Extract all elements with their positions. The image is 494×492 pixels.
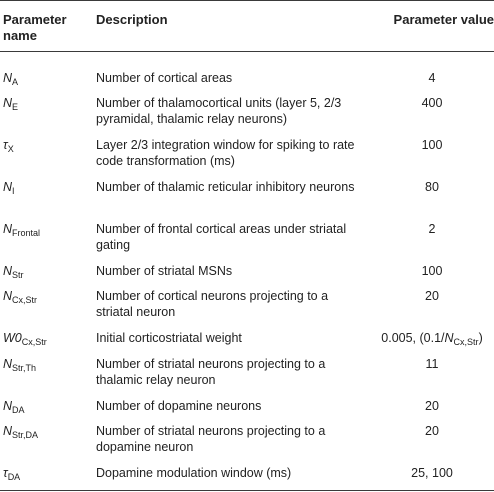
param-value: 400: [421, 96, 443, 110]
header-parameter-value: Parameter value: [393, 12, 494, 27]
param-value: 20: [425, 399, 439, 413]
param-value: 80: [425, 180, 439, 194]
header-description: Description: [96, 12, 168, 27]
param-value: 20: [425, 289, 439, 303]
param-description: Number of cortical areas: [96, 71, 233, 85]
param-value: 4: [428, 71, 436, 85]
table-header: [0, 0, 494, 51]
header-rule: [0, 51, 494, 52]
param-value: 2: [428, 222, 436, 236]
param-symbol: $N_{DA}$: [3, 399, 25, 415]
param-symbol: $N_{Str,DA}$: [3, 424, 39, 440]
param-symbol: $\tau_X$: [3, 138, 14, 154]
param-description: Initial corticostriatal weight: [96, 331, 242, 345]
param-symbol: $N_I$: [3, 180, 15, 196]
param-description: Number of striatal neurons projecting to a thalamic relay neuron: [96, 357, 326, 387]
param-description: Number of dopamine neurons: [96, 399, 262, 413]
param-symbol: $N_{Str,Th}$: [3, 357, 37, 373]
header-parameter-name: Parameter name: [3, 12, 67, 43]
param-description: Layer 2/3 integration window for spiking to rate code transformation (ms): [96, 138, 355, 168]
param-symbol: $N_A$: [3, 71, 19, 87]
param-description: Number of thalamic reticular inhibitory neurons: [96, 180, 355, 194]
param-description: Number of striatal MSNs: [96, 264, 233, 278]
param-symbol: $\tau_{DA}$: [3, 466, 21, 482]
param-description: Number of frontal cortical areas under striatal gating: [96, 222, 347, 252]
param-description: Dopamine modulation window (ms): [96, 466, 292, 480]
param-description: Number of thalamocortical units (layer 5, 2/3 pyramidal, thalamic relay neurons): [96, 96, 342, 126]
param-description: Number of cortical neurons projecting to a striatal neuron: [96, 289, 329, 319]
param-symbol: $W0_{Cx,Str}$: [3, 331, 47, 347]
param-symbol: $N_{Str}$: [3, 264, 24, 280]
param-value: 20: [425, 424, 439, 438]
param-symbol: $N_{Frontal}$: [3, 222, 41, 238]
param-value: 100: [421, 264, 443, 278]
param-symbol: $N_{Cx,Str}$: [3, 289, 38, 305]
param-value: 0.005, $(0.1/N_{Cx,Str})$: [381, 331, 483, 347]
param-value: 25, 100: [411, 466, 453, 480]
param-symbol: $N_E$: [3, 96, 19, 112]
bottom-rule: [0, 490, 494, 491]
param-value: 100: [421, 138, 443, 152]
param-value: 11: [425, 357, 439, 371]
param-description: Number of striatal neurons projecting to a dopamine neuron: [96, 424, 326, 454]
